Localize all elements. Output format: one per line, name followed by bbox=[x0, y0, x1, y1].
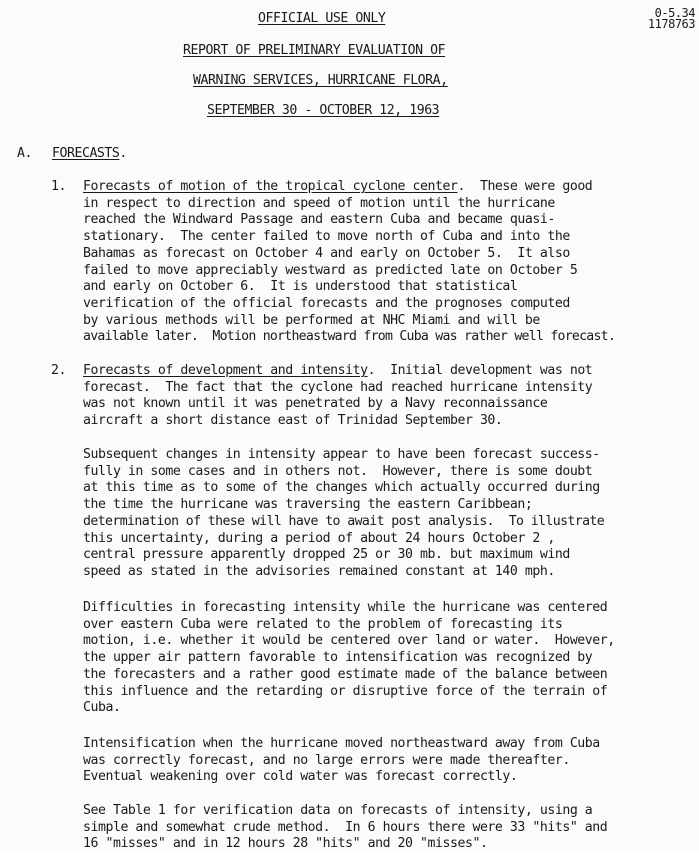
paragraph-line: Intensification when the hurricane moved northeastward away from Cuba bbox=[83, 736, 600, 751]
item-1-line: stationary. The center failed to move north of Cuba and into the bbox=[83, 229, 570, 245]
paragraph-line: this influence and the retarding or disruptive force of the terrain of bbox=[83, 683, 608, 699]
paragraph-line: the upper air pattern favorable to intensification was recognized by bbox=[83, 650, 593, 666]
document-code-top: 0-5.34 bbox=[654, 6, 695, 20]
item-2-line: was not known until it was penetrated by a Navy reconnaissance bbox=[83, 396, 548, 412]
section-heading-suffix: . bbox=[119, 146, 127, 161]
item-1-line: verification of the official forecasts and the prognoses computed bbox=[83, 295, 570, 311]
item-2-paragraph-1 bbox=[83, 447, 604, 581]
title-line-2: WARNING SERVICES, HURRICANE FLORA, bbox=[193, 73, 448, 88]
item-1-body bbox=[83, 179, 615, 346]
title-line-3: SEPTEMBER 30 - OCTOBER 12, 1963 bbox=[207, 103, 440, 118]
item-2-paragraph-3 bbox=[83, 736, 600, 786]
section-heading-wrap bbox=[52, 146, 127, 163]
item-2-paragraph-2 bbox=[83, 600, 615, 717]
paragraph-line: the time the hurricane was traversing the eastern Caribbean; bbox=[83, 497, 533, 513]
item-1-line: in respect to direction and speed of motion until the hurricane bbox=[83, 195, 555, 211]
item-2-heading: Forecasts of development and intensity bbox=[83, 363, 368, 378]
item-2-line: aircraft a short distance east of Trinidad September 30. bbox=[83, 413, 503, 429]
paragraph-line: Difficulties in forecasting intensity while the hurricane was centered bbox=[83, 600, 608, 615]
paragraph-line: this uncertainty, during a period of about 24 hours October 2 , bbox=[83, 530, 555, 546]
classification-label: OFFICIAL USE ONLY bbox=[258, 11, 386, 26]
paragraph-line: Cuba. bbox=[83, 700, 121, 716]
document-code-bottom: 1178763 bbox=[647, 17, 695, 31]
paragraph-line: See Table 1 for verification data on forecasts of intensity, using a bbox=[83, 803, 593, 818]
item-1-line: available later. Motion northeastward from Cuba was rather well forecast. bbox=[83, 329, 616, 345]
item-2-intro bbox=[83, 363, 592, 430]
paragraph-line: fully in some cases and in others not. However, there is some doubt bbox=[83, 463, 593, 479]
paragraph-line: motion, i.e. whether it would be centered over land or water. However, bbox=[83, 633, 615, 649]
paragraph-line: 16 "misses" and in 12 hours 28 "hits" and 20 "misses". bbox=[83, 836, 488, 852]
paragraph-line: at this time as to some of the changes which actually occurred during bbox=[83, 480, 600, 496]
paragraph-line: simple and somewhat crude method. In 6 hours there were 33 "hits" and bbox=[83, 819, 608, 835]
item-2-paragraph-4 bbox=[83, 803, 607, 853]
document-code bbox=[648, 8, 695, 30]
item-2-heading-line bbox=[83, 363, 592, 380]
item-1-line: reached the Windward Passage and eastern Cuba and became quasi- bbox=[83, 212, 555, 228]
item-1-heading-line bbox=[83, 179, 615, 196]
section-marker: A. bbox=[17, 146, 32, 161]
item-1-line: Bahamas as forecast on October 4 and early on October 5. It also bbox=[83, 245, 570, 261]
item-1-number: 1. bbox=[51, 179, 66, 194]
item-1-heading: Forecasts of motion of the tropical cyclone center bbox=[83, 179, 458, 194]
paragraph-line: Subsequent changes in intensity appear to have been forecast success- bbox=[83, 447, 600, 462]
item-2-line: forecast. The fact that the cyclone had reached hurricane intensity bbox=[83, 379, 593, 395]
paragraph-line: Eventual weakening over cold water was forecast correctly. bbox=[83, 769, 518, 785]
paragraph-line: was correctly forecast, and no large errors were made thereafter. bbox=[83, 752, 570, 768]
item-1-line: failed to move appreciably westward as predicted late on October 5 bbox=[83, 262, 578, 278]
item-1-line: by various methods will be performed at NHC Miami and will be bbox=[83, 312, 540, 328]
title-line-1: REPORT OF PRELIMINARY EVALUATION OF bbox=[183, 43, 446, 58]
paragraph-line: over eastern Cuba were related to the problem of forecasting its bbox=[83, 616, 563, 632]
section-heading: FORECASTS bbox=[52, 146, 120, 161]
paragraph-line: central pressure apparently dropped 25 or 30 mb. but maximum wind bbox=[83, 547, 570, 563]
paragraph-line: determination of these will have to await post analysis. To illustrate bbox=[83, 513, 605, 529]
paragraph-line: the forecasters and a rather good estimate made of the balance between bbox=[83, 666, 608, 682]
item-1-line: and early on October 6. It is understood that statistical bbox=[83, 279, 518, 295]
item-2-number: 2. bbox=[51, 363, 66, 378]
item-1-heading-rest: . These were good bbox=[457, 179, 593, 194]
paragraph-line: speed as stated in the advisories remained constant at 140 mph. bbox=[83, 563, 555, 579]
item-2-heading-rest: . Initial development was not bbox=[367, 363, 593, 378]
